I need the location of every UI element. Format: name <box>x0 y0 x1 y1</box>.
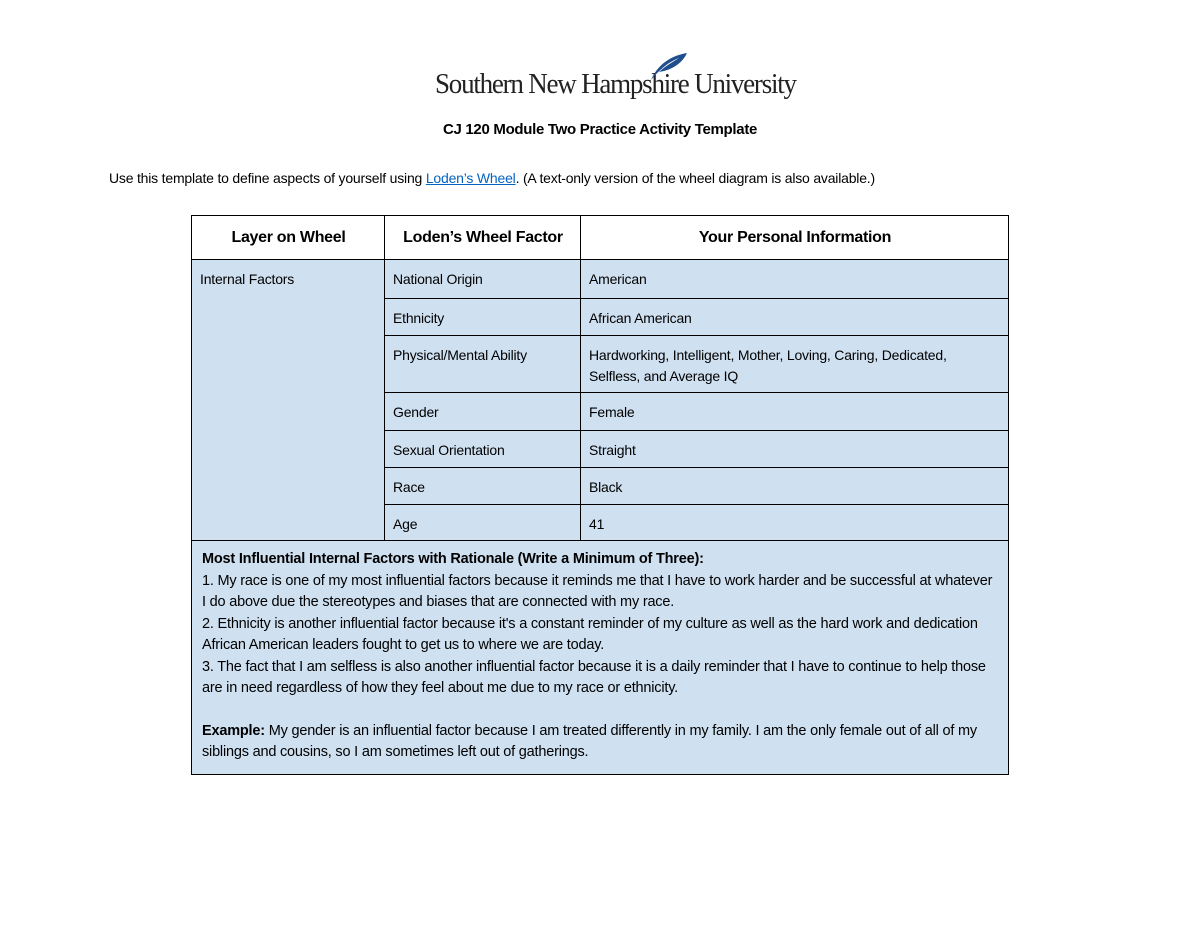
factor-cell: Sexual Orientation <box>385 431 581 468</box>
layer-cell: Internal Factors <box>192 260 385 541</box>
quill-icon <box>649 52 689 82</box>
header-layer: Layer on Wheel <box>192 216 385 260</box>
info-cell[interactable]: African American <box>581 299 1009 336</box>
intro-after: . (A text-only version of the wheel diagram is also available.) <box>515 170 875 186</box>
header-row <box>192 216 1009 260</box>
factor-cell: Race <box>385 468 581 505</box>
intro-before: Use this template to define aspects of yourself using <box>109 170 426 186</box>
example-label: Example: <box>202 722 265 739</box>
document-title: CJ 120 Module Two Practice Activity Template <box>442 121 758 138</box>
lodens-wheel-table <box>191 215 1009 775</box>
factor-cell: Age <box>385 505 581 541</box>
rationale-item: 3. The fact that I am selfless is also another influential factor because it is a daily reminder that I have to continue to help those are in need regardless of how they feel about me due to my race or ethnicity. <box>202 658 986 696</box>
intro-text <box>109 170 875 186</box>
info-cell[interactable]: American <box>581 260 1009 299</box>
info-cell[interactable]: Black <box>581 468 1009 505</box>
table-row <box>192 260 1009 299</box>
factor-cell: Physical/Mental Ability <box>385 336 581 393</box>
info-cell[interactable]: Female <box>581 393 1009 431</box>
university-logo <box>435 52 796 102</box>
example-text: My gender is an influential factor because I am treated differently in my family. I am the only female out of all of my siblings and cousins, so I am sometimes left out of gatherings. <box>202 722 977 760</box>
factor-cell: Ethnicity <box>385 299 581 336</box>
lodens-wheel-link[interactable]: Loden’s Wheel <box>425 170 516 186</box>
factor-cell: National Origin <box>385 260 581 299</box>
info-cell[interactable]: Hardworking, Intelligent, Mother, Loving, Caring, Dedicated, Selfless, and Average IQ <box>581 336 1009 393</box>
info-cell[interactable]: Straight <box>581 431 1009 468</box>
rationale-heading: Most Influential Internal Factors with Rationale (Write a Minimum of Three): <box>202 551 704 567</box>
header-info: Your Personal Information <box>581 216 1009 260</box>
rationale-item: 2. Ethnicity is another influential factor because it's a constant reminder of my culture as well as the hard work and dedication African American leaders fought to get us to where we are today. <box>202 615 978 653</box>
rationale-row <box>192 541 1009 775</box>
factor-cell: Gender <box>385 393 581 431</box>
example-paragraph <box>202 721 998 764</box>
header-factor: Loden’s Wheel Factor <box>385 216 581 260</box>
info-cell[interactable]: 41 <box>581 505 1009 541</box>
rationale-cell[interactable] <box>192 541 1009 775</box>
logo-text: Southern New Hampshire University <box>435 68 796 100</box>
rationale-item: 1. My race is one of my most influential factors because it reminds me that I have to work harder and be successful at whatever I do above due the stereotypes and biases that are connected with my race. <box>202 572 993 610</box>
